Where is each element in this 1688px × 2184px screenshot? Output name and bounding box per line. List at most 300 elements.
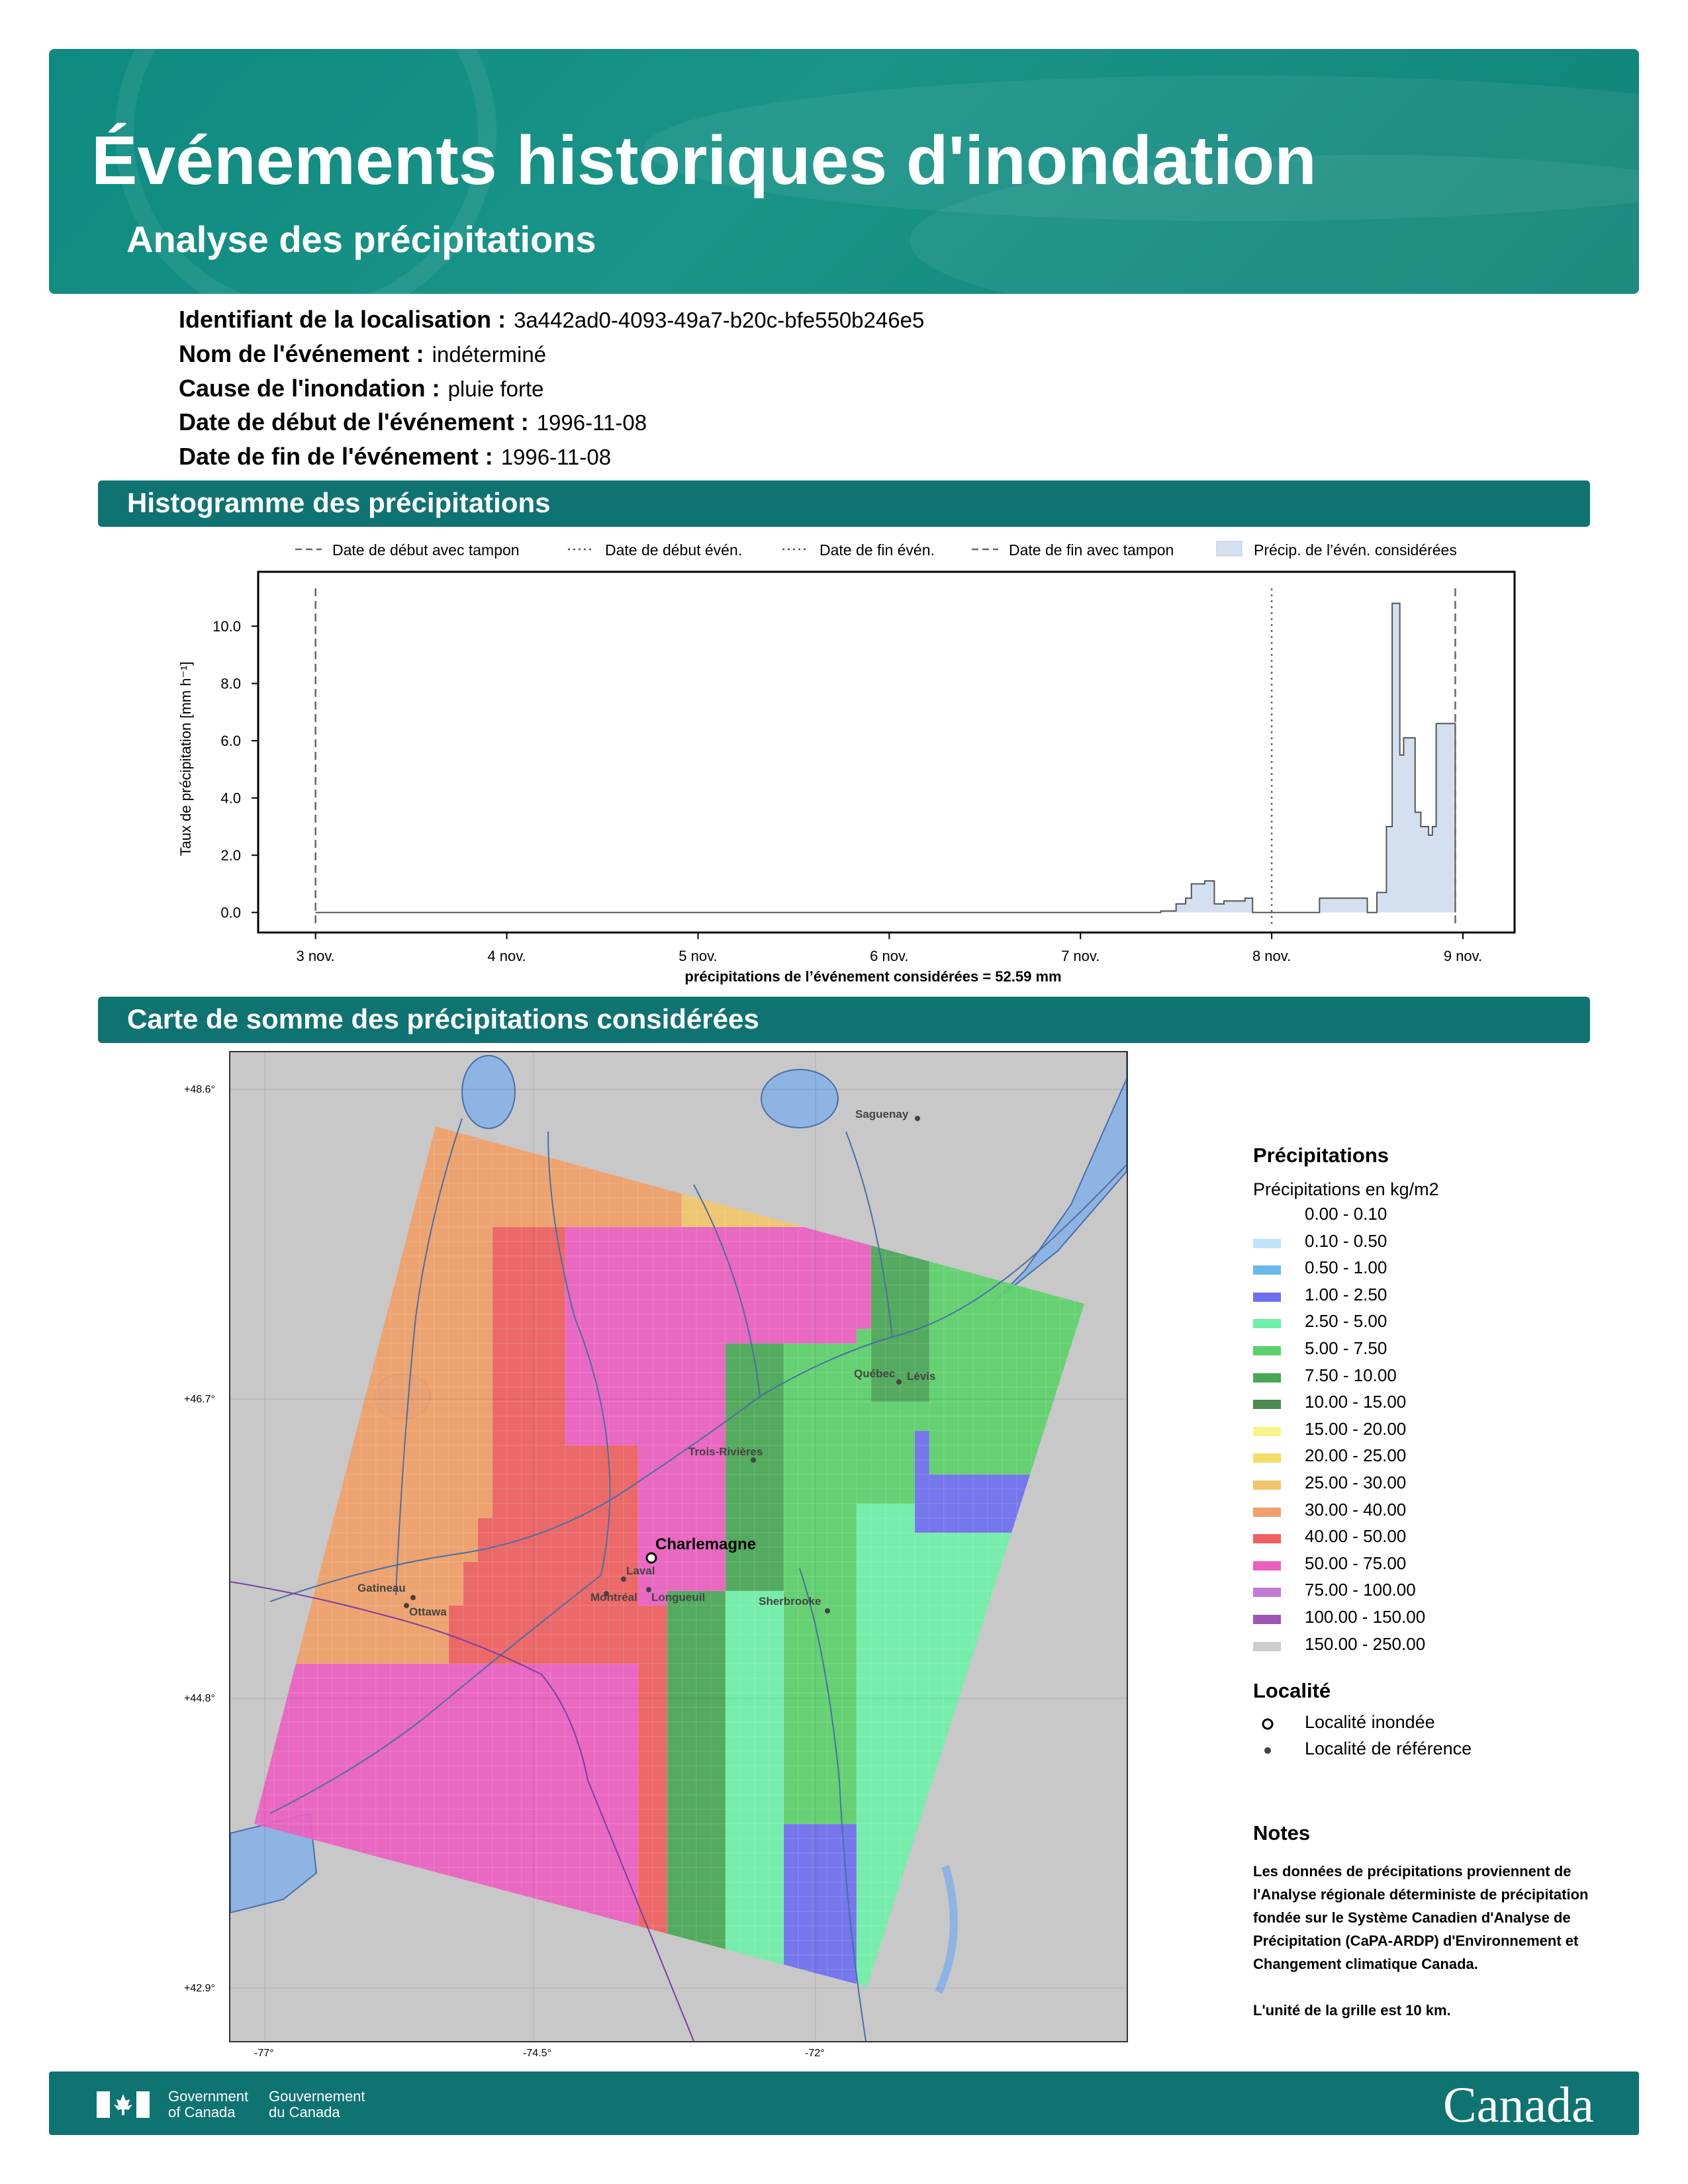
grid-cell [726, 1606, 740, 1620]
grid-cell [536, 1809, 551, 1824]
grid-cell [609, 1445, 624, 1460]
grid-cell [682, 1169, 696, 1183]
grid-cell [857, 1256, 871, 1271]
grid-cell [463, 1853, 478, 1868]
grid-cell [405, 1882, 420, 1897]
grid-cell [740, 1635, 755, 1649]
grid-cell [1046, 1343, 1060, 1358]
grid-cell [711, 1707, 726, 1722]
grid-cell [318, 1678, 332, 1693]
grid-cell [259, 1489, 274, 1504]
grid-cell [609, 1635, 624, 1649]
grid-cell [711, 1314, 726, 1329]
grid-cell [434, 1373, 449, 1387]
grid-cell [1002, 1955, 1017, 1970]
grid-cell [580, 1402, 594, 1416]
grid-cell [609, 1256, 624, 1271]
grid-cell [1017, 1227, 1031, 1242]
grid-cell [726, 1067, 740, 1081]
grid-cell [1090, 2013, 1104, 2028]
grid-cell [813, 1518, 827, 1533]
grid-cell [1017, 1169, 1031, 1183]
grid-cell [580, 1839, 594, 1853]
grid-cell [667, 1649, 682, 1664]
grid-cell [624, 1416, 638, 1431]
grid-cell [711, 1576, 726, 1591]
grid-cell [915, 1707, 929, 1722]
grid-cell [769, 1678, 784, 1693]
grid-cell [973, 1154, 988, 1169]
flooded-locality-marker [647, 1553, 656, 1563]
grid-cell [667, 1198, 682, 1212]
grid-cell [245, 1591, 259, 1606]
grid-cell [915, 1300, 929, 1314]
grid-cell [536, 1096, 551, 1111]
grid-cell [784, 1751, 798, 1766]
grid-cell [449, 1067, 463, 1081]
grid-cell [988, 1766, 1002, 1780]
grid-cell [434, 2028, 449, 2041]
grid-cell [391, 1300, 405, 1314]
grid-cell [900, 1402, 915, 1416]
grid-cell [915, 1795, 929, 1809]
grid-cell [959, 1795, 973, 1809]
grid-cell [332, 1242, 347, 1256]
grid-cell [609, 1460, 624, 1475]
grid-cell [624, 1547, 638, 1562]
grid-cell [347, 1111, 361, 1125]
grid-cell [332, 1707, 347, 1722]
grid-cell [929, 1664, 944, 1678]
grid-cell [565, 2028, 580, 2041]
grid-cell [959, 2028, 973, 2041]
grid-cell [245, 1707, 259, 1722]
grid-cell [857, 1300, 871, 1314]
grid-cell [1075, 1300, 1090, 1314]
grid-cell [667, 1242, 682, 1256]
grid-cell [507, 1562, 522, 1576]
grid-cell [973, 1212, 988, 1227]
grid-cell [420, 1256, 434, 1271]
grid-cell [580, 1125, 594, 1140]
grid-cell [230, 1504, 245, 1518]
grid-cell [507, 1926, 522, 1940]
grid-cell [536, 1737, 551, 1751]
grid-cell [289, 1227, 303, 1242]
grid-cell [303, 1111, 318, 1125]
grid-cell [609, 1111, 624, 1125]
grid-cell [478, 1562, 492, 1576]
grid-cell [1104, 1475, 1119, 1489]
grid-cell [711, 1693, 726, 1707]
city-label-charlemagne: Charlemagne [655, 1535, 757, 1553]
grid-cell [886, 1533, 900, 1547]
grid-cell [289, 1140, 303, 1154]
grid-cell [420, 1504, 434, 1518]
grid-cell [609, 1242, 624, 1256]
legend-swatch [1253, 1265, 1281, 1275]
grid-cell [929, 1489, 944, 1504]
grid-cell [332, 1664, 347, 1678]
grid-cell [434, 1329, 449, 1343]
grid-cell [667, 1824, 682, 1839]
grid-cell [929, 2013, 944, 2028]
grid-cell [391, 1242, 405, 1256]
grid-cell [1046, 1897, 1060, 1911]
grid-cell [1060, 1387, 1075, 1402]
grid-cell [1060, 1314, 1075, 1329]
grid-cell [711, 1198, 726, 1212]
grid-cell [259, 1271, 274, 1285]
grid-cell [827, 1897, 842, 1911]
grid-cell [900, 1897, 915, 1911]
grid-cell [536, 1562, 551, 1576]
grid-cell [434, 1766, 449, 1780]
grid-cell [594, 1839, 609, 1853]
grid-cell [667, 1329, 682, 1343]
city-label-sherbrooke: Sherbrooke [759, 1595, 821, 1608]
grid-cell [332, 1198, 347, 1212]
grid-cell [522, 1475, 536, 1489]
grid-cell [1046, 1271, 1060, 1285]
grid-cell [361, 1402, 376, 1416]
grid-cell [274, 2013, 289, 2028]
grid-cell [929, 1183, 944, 1198]
grid-cell [813, 1314, 827, 1329]
grid-cell [1002, 2013, 1017, 2028]
grid-cell [798, 1926, 813, 1940]
grid-cell [973, 1096, 988, 1111]
grid-cell [769, 1940, 784, 1955]
grid-cell [376, 2028, 391, 2041]
grid-cell [449, 1154, 463, 1169]
grid-cell [507, 1227, 522, 1242]
grid-cell [900, 1824, 915, 1839]
grid-cell [1031, 1970, 1046, 1984]
grid-cell [1002, 1140, 1017, 1154]
grid-cell [259, 1387, 274, 1402]
grid-cell [871, 1809, 886, 1824]
grid-cell [1104, 1970, 1119, 1984]
grid-cell [1090, 1882, 1104, 1897]
grid-cell [230, 1125, 245, 1140]
grid-cell [1002, 1562, 1017, 1576]
grid-cell [813, 1343, 827, 1358]
grid-cell [536, 1081, 551, 1096]
grid-cell [726, 1868, 740, 1882]
y-tick-label: 6.0 [220, 733, 241, 750]
grid-cell [638, 1431, 653, 1445]
grid-cell [857, 1926, 871, 1940]
grid-cell [376, 1970, 391, 1984]
grid-cell [536, 1984, 551, 1999]
grid-cell [1060, 1096, 1075, 1111]
grid-cell [886, 1431, 900, 1445]
grid-cell [332, 1955, 347, 1970]
grid-cell [522, 1140, 536, 1154]
grid-cell [332, 1780, 347, 1795]
grid-cell [318, 1431, 332, 1445]
grid-cell [361, 1649, 376, 1664]
grid-cell [463, 1780, 478, 1795]
grid-cell [274, 1766, 289, 1780]
grid-cell [988, 1096, 1002, 1111]
grid-cell [303, 1067, 318, 1081]
grid-cell [1090, 1081, 1104, 1096]
grid-cell [259, 1300, 274, 1314]
grid-cell [667, 1460, 682, 1475]
grid-cell [463, 1635, 478, 1649]
grid-cell [871, 1999, 886, 2013]
grid-cell [434, 1868, 449, 1882]
grid-cell [1002, 1722, 1017, 1737]
grid-cell [973, 1562, 988, 1576]
grid-cell [944, 1460, 959, 1475]
grid-cell [959, 1460, 973, 1475]
grid-cell [449, 1198, 463, 1212]
grid-cell [274, 1504, 289, 1518]
grid-cell [536, 1707, 551, 1722]
grid-cell [580, 2028, 594, 2041]
grid-cell [1075, 1096, 1090, 1111]
grid-cell [798, 1751, 813, 1766]
page-title: Événements historiques d'inondation [91, 122, 1317, 199]
grid-cell [1060, 1591, 1075, 1606]
grid-cell [332, 1693, 347, 1707]
grid-cell [900, 1970, 915, 1984]
grid-cell [303, 1081, 318, 1096]
grid-cell [813, 1940, 827, 1955]
grid-cell [551, 1343, 565, 1358]
grid-cell [682, 1722, 696, 1737]
grid-cell [609, 1911, 624, 1926]
grid-cell [522, 1445, 536, 1460]
grid-cell [594, 1329, 609, 1343]
grid-cell [1104, 1227, 1119, 1242]
grid-cell [740, 1940, 755, 1955]
grid-cell [682, 1358, 696, 1373]
grid-cell [551, 1547, 565, 1562]
legend-label: 15.00 - 20.00 [1305, 1418, 1407, 1439]
grid-cell [929, 1256, 944, 1271]
grid-cell [420, 1402, 434, 1416]
grid-cell [653, 1926, 667, 1940]
grid-cell [944, 1475, 959, 1489]
grid-cell [929, 1212, 944, 1227]
grid-cell [726, 1387, 740, 1402]
grid-cell [580, 1475, 594, 1489]
grid-cell [361, 1096, 376, 1111]
grid-cell [361, 1780, 376, 1795]
grid-cell [988, 1693, 1002, 1707]
grid-cell [463, 1926, 478, 1940]
y-tick-label: 4.0 [220, 790, 241, 807]
grid-cell [638, 1533, 653, 1547]
grid-cell [347, 1402, 361, 1416]
grid-cell [1060, 1460, 1075, 1475]
grid-cell [376, 2013, 391, 2028]
grid-cell [1046, 1547, 1060, 1562]
grid-cell [405, 1183, 420, 1198]
grid-cell [303, 1256, 318, 1271]
grid-cell [696, 1227, 711, 1242]
grid-cell [740, 1722, 755, 1737]
grid-cell [230, 1635, 245, 1649]
grid-cell [798, 1722, 813, 1737]
grid-cell [667, 1416, 682, 1431]
grid-cell [434, 1562, 449, 1576]
grid-cell [1090, 2028, 1104, 2041]
grid-cell [463, 1751, 478, 1766]
grid-cell [492, 1300, 507, 1314]
grid-cell [536, 1576, 551, 1591]
grid-cell [827, 1052, 842, 1067]
grid-cell [929, 1387, 944, 1402]
grid-cell [740, 1766, 755, 1780]
grid-cell [522, 1562, 536, 1576]
grid-cell [449, 1955, 463, 1970]
grid-cell [988, 1140, 1002, 1154]
grid-cell [1046, 1707, 1060, 1722]
grid-cell [551, 1868, 565, 1882]
info-event-name [179, 340, 546, 368]
grid-cell [900, 1314, 915, 1329]
grid-cell [886, 1839, 900, 1853]
grid-cell [769, 1984, 784, 1999]
grid-cell [740, 1576, 755, 1591]
grid-cell [886, 1576, 900, 1591]
grid-cell [1104, 2028, 1119, 2041]
grid-cell [1002, 1606, 1017, 1620]
grid-cell [478, 1970, 492, 1984]
grid-cell [638, 1445, 653, 1460]
grid-cell [857, 1897, 871, 1911]
grid-cell [1075, 1343, 1090, 1358]
grid-cell [361, 1154, 376, 1169]
grid-cell [784, 2028, 798, 2041]
grid-cell [871, 1926, 886, 1940]
grid-cell [347, 1271, 361, 1285]
grid-cell [726, 1518, 740, 1533]
grid-cell [1119, 1300, 1127, 1314]
grid-cell [1002, 1212, 1017, 1227]
grid-cell [318, 2013, 332, 2028]
grid-cell [420, 1475, 434, 1489]
grid-cell [230, 1737, 245, 1751]
grid-cell [726, 1081, 740, 1096]
grid-cell [696, 1285, 711, 1300]
grid-cell [682, 1271, 696, 1285]
grid-cell [405, 1489, 420, 1504]
grid-cell [1046, 1766, 1060, 1780]
grid-cell [842, 1562, 857, 1576]
grid-cell [842, 1111, 857, 1125]
x-tick-label: 9 nov. [1443, 948, 1483, 964]
grid-cell [813, 2013, 827, 2028]
grid-cell [653, 1722, 667, 1737]
grid-cell [857, 1431, 871, 1445]
legend-swatch [1217, 541, 1242, 556]
grid-cell [842, 2028, 857, 2041]
grid-cell [784, 1314, 798, 1329]
grid-cell [827, 1445, 842, 1460]
grid-cell [988, 2028, 1002, 2041]
grid-cell [784, 1140, 798, 1154]
grid-cell [827, 1824, 842, 1839]
grid-cell [434, 1649, 449, 1664]
grid-cell [1060, 1911, 1075, 1926]
grid-cell [551, 1154, 565, 1169]
grid-cell [580, 1373, 594, 1387]
grid-cell [594, 1111, 609, 1125]
grid-cell [929, 1343, 944, 1358]
grid-cell [478, 1780, 492, 1795]
grid-cell [682, 1970, 696, 1984]
grid-cell [929, 1518, 944, 1533]
grid-cell [289, 1431, 303, 1445]
grid-cell [696, 1460, 711, 1475]
grid-cell [565, 1504, 580, 1518]
grid-cell [376, 1416, 391, 1431]
grid-cell [405, 1518, 420, 1533]
grid-cell [245, 1475, 259, 1489]
grid-cell [376, 1678, 391, 1693]
grid-cell [827, 1664, 842, 1678]
grid-cell [536, 1839, 551, 1853]
grid-cell [886, 1707, 900, 1722]
grid-cell [347, 1649, 361, 1664]
grid-cell [769, 1839, 784, 1853]
grid-cell [944, 1562, 959, 1576]
grid-cell [1090, 1242, 1104, 1256]
grid-cell [682, 1911, 696, 1926]
grid-cell [624, 1809, 638, 1824]
grid-cell [536, 1227, 551, 1242]
grid-cell [813, 1911, 827, 1926]
grid-cell [289, 1096, 303, 1111]
grid-cell [740, 1897, 755, 1911]
grid-cell [463, 1504, 478, 1518]
grid-cell [1046, 1824, 1060, 1839]
grid-cell [274, 1911, 289, 1926]
grid-cell [361, 1533, 376, 1547]
grid-cell [434, 1212, 449, 1227]
grid-cell [289, 1809, 303, 1824]
info-label: Nom de l'événement : [179, 340, 424, 367]
grid-cell [361, 1970, 376, 1984]
info-label: Date de fin de l'événement : [179, 443, 493, 470]
grid-cell [973, 1052, 988, 1067]
grid-cell [915, 1416, 929, 1431]
grid-cell [1119, 1343, 1127, 1358]
grid-cell [449, 1518, 463, 1533]
grid-cell [959, 1081, 973, 1096]
grid-cell [1104, 1693, 1119, 1707]
grid-cell [740, 1809, 755, 1824]
grid-cell [1002, 1518, 1017, 1533]
grid-cell [332, 1271, 347, 1285]
grid-cell [274, 1256, 289, 1271]
grid-cell [391, 1751, 405, 1766]
grid-cell [842, 1751, 857, 1766]
grid-cell [915, 1722, 929, 1737]
grid-cell [303, 1547, 318, 1562]
grid-cell [245, 1489, 259, 1504]
grid-cell [769, 1576, 784, 1591]
grid-cell [536, 1489, 551, 1504]
grid-cell [245, 1067, 259, 1081]
grid-cell [376, 1984, 391, 1999]
